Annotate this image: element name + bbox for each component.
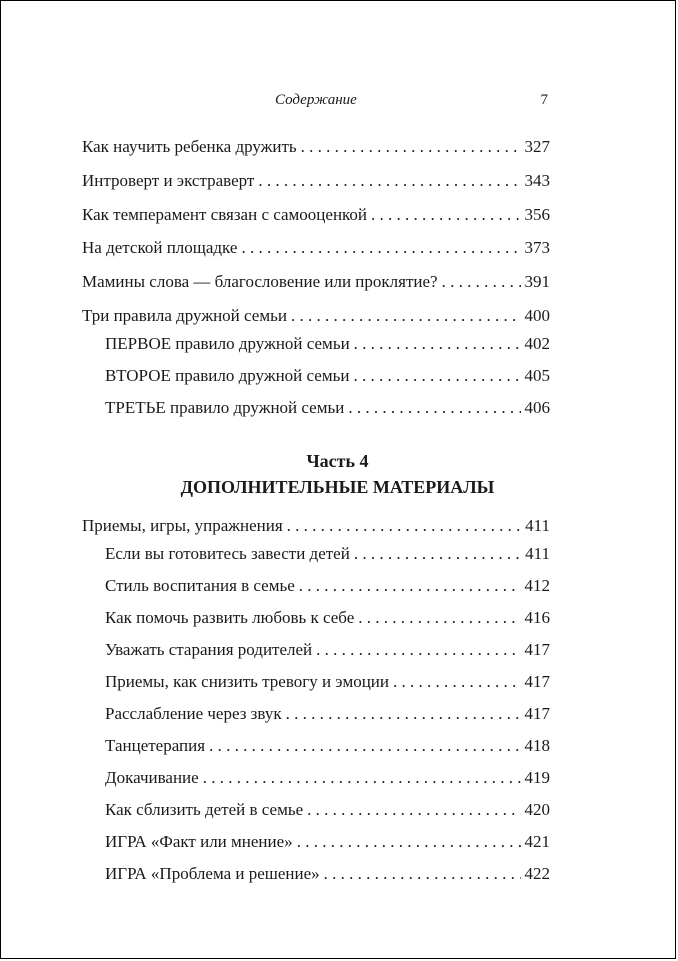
toc-entry[interactable]: [82, 272, 550, 292]
toc-entry-title: Если вы готовитесь завести детей: [105, 544, 350, 563]
toc-entry-title: ИГРА «Факт или мнение»: [105, 832, 293, 851]
dot-leader: [442, 272, 521, 292]
toc-subentry[interactable]: [82, 864, 550, 884]
toc-entry-title: Приемы, игры, упражнения: [82, 516, 283, 535]
toc-entry-title: Приемы, как снизить тревогу и эмоции: [105, 672, 390, 691]
toc-entry-title: ВТОРОЕ правило дружной семьи: [105, 366, 350, 385]
toc-subentry[interactable]: [82, 334, 550, 354]
toc-entry[interactable]: [82, 137, 550, 157]
dot-leader: [299, 576, 521, 596]
dot-leader: [358, 608, 520, 628]
toc-entry-page: 411: [525, 544, 550, 563]
dot-leader: [371, 205, 520, 225]
dot-leader: [291, 306, 521, 326]
toc-entry-title: Три правила дружной семьи: [82, 306, 287, 325]
toc-list-bottom: [82, 516, 550, 884]
toc-entry[interactable]: [82, 516, 550, 536]
toc-entry-title: Интроверт и экстраверт: [82, 171, 255, 190]
toc-entry[interactable]: [82, 205, 550, 225]
toc-entry-title: ТРЕТЬЕ правило дружной семьи: [105, 398, 345, 417]
toc-entry[interactable]: [82, 306, 550, 326]
dot-leader: [354, 334, 521, 354]
toc-entry-title: Расслабление через звук: [105, 704, 282, 723]
toc-list-top: [82, 137, 550, 418]
toc-subentry[interactable]: [82, 736, 550, 756]
toc-subentry[interactable]: [82, 672, 550, 692]
toc-entry-page: 422: [524, 864, 550, 883]
toc-entry-page: 400: [524, 306, 550, 325]
toc-entry-page: 417: [524, 672, 550, 691]
toc-subentry[interactable]: [82, 768, 550, 788]
toc-entry-title: На детской площадке: [82, 238, 238, 257]
toc-subentry[interactable]: [82, 544, 550, 564]
toc-entry-page: 421: [524, 832, 550, 851]
part-heading: [1, 448, 675, 500]
dot-leader: [324, 864, 521, 884]
dot-leader: [348, 398, 520, 418]
toc-subentry[interactable]: [82, 576, 550, 596]
toc-entry-page: 411: [525, 516, 550, 535]
toc-entry[interactable]: [82, 171, 550, 191]
toc-entry-title: Как научить ребенка дружить: [82, 137, 297, 156]
toc-entry-title: Как сблизить детей в семье: [105, 800, 304, 819]
part-title: ДОПОЛНИТЕЛЬНЫЕ МАТЕРИАЛЫ: [180, 477, 495, 497]
dot-leader: [353, 366, 520, 386]
toc-entry-page: 402: [524, 334, 550, 353]
toc-entry-page: 373: [524, 238, 550, 257]
toc-entry-page: 419: [524, 768, 550, 787]
toc-entry-title: Стиль воспитания в семье: [105, 576, 295, 595]
toc-subentry[interactable]: [82, 366, 550, 386]
toc-entry-title: Как помочь развить любовь к себе: [105, 608, 355, 627]
toc-entry-page: 417: [524, 640, 550, 659]
toc-entry-title: Танцетерапия: [105, 736, 206, 755]
dot-leader: [393, 672, 520, 692]
toc-entry-title: Докачивание: [105, 768, 199, 787]
toc-entry-page: 418: [524, 736, 550, 755]
dot-leader: [301, 137, 521, 157]
toc-entry-page: 412: [524, 576, 550, 595]
toc-subentry[interactable]: [82, 398, 550, 418]
dot-leader: [203, 768, 521, 788]
toc-entry-title: ПЕРВОЕ правило дружной семьи: [105, 334, 350, 353]
dot-leader: [354, 544, 521, 564]
toc-entry-page: 416: [524, 608, 550, 627]
dot-leader: [316, 640, 520, 660]
toc-entry-title: Как темперамент связан с самооценкой: [82, 205, 368, 224]
toc-entry-page: 417: [524, 704, 550, 723]
dot-leader: [209, 736, 520, 756]
toc-subentry[interactable]: [82, 704, 550, 724]
toc-entry-page: 391: [524, 272, 550, 291]
dot-leader: [258, 171, 520, 191]
toc-subentry[interactable]: [82, 608, 550, 628]
toc-subentry[interactable]: [82, 640, 550, 660]
dot-leader: [286, 704, 521, 724]
page-number: 7: [540, 92, 548, 108]
toc-entry-page: 406: [524, 398, 550, 417]
toc-entry-page: 327: [524, 137, 550, 156]
toc-entry-page: 356: [524, 205, 550, 224]
dot-leader: [307, 800, 520, 820]
toc-entry[interactable]: [82, 238, 550, 258]
part-number: Часть 4: [306, 451, 369, 471]
toc-subentry[interactable]: [82, 800, 550, 820]
toc-entry-page: 420: [524, 800, 550, 819]
toc-entry-title: Уважать старания родителей: [105, 640, 313, 659]
dot-leader: [287, 516, 521, 536]
toc-subentry[interactable]: [82, 832, 550, 852]
dot-leader: [297, 832, 521, 852]
toc-entry-page: 405: [524, 366, 550, 385]
toc-entry-title: ИГРА «Проблема и решение»: [105, 864, 320, 883]
toc-entry-title: Мамины слова — благословение или проклятие?: [82, 272, 438, 291]
dot-leader: [241, 238, 520, 258]
running-title: Содержание: [275, 92, 357, 108]
toc-entry-page: 343: [524, 171, 550, 190]
